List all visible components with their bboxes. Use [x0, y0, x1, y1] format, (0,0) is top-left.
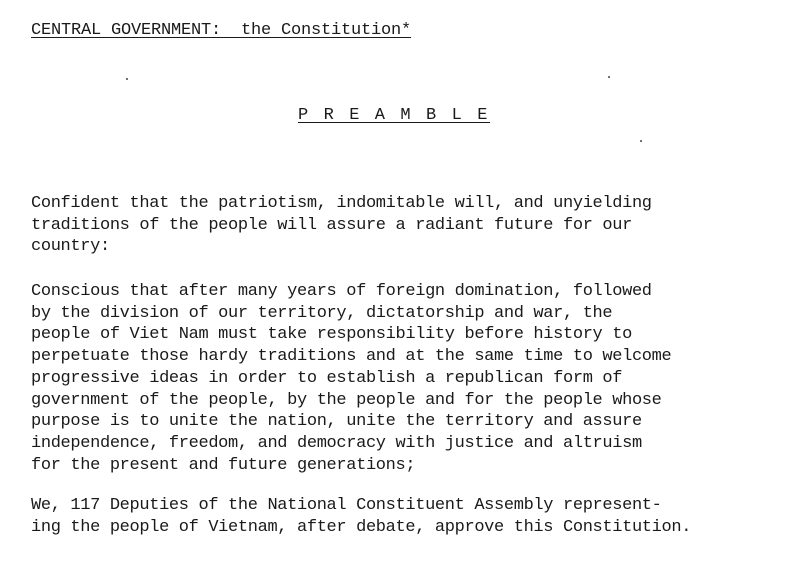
scan-speck	[608, 76, 610, 78]
scan-speck	[126, 78, 128, 80]
document-header-title: CENTRAL GOVERNMENT: the Constitution*	[31, 21, 412, 40]
preamble-heading: P R E A M B L E	[298, 106, 491, 125]
preamble-paragraph-1: Confident that the patriotism, indomitable will, and unyielding traditions of the people will assure a radiant future for our country:	[31, 194, 652, 257]
scan-speck	[640, 140, 642, 142]
preamble-paragraph-3: We, 117 Deputies of the National Constituent Assembly represent- ing the people of Vietnam, after debate, approve this Constitution.	[31, 496, 692, 537]
preamble-paragraph-2: Conscious that after many years of foreign domination, followed by the division of our territory, dictatorship and war, the people of Viet Nam must take responsibility before history to perpetuate those hardy traditions and at the same time to welcome progressive ideas in order to establish a republican form of government of the people, by the people and for the people whose purpose is to unite the nation, unite the territory and assure independence, freedom, and democracy with justice and altruism for the present and future generations;	[31, 282, 672, 475]
